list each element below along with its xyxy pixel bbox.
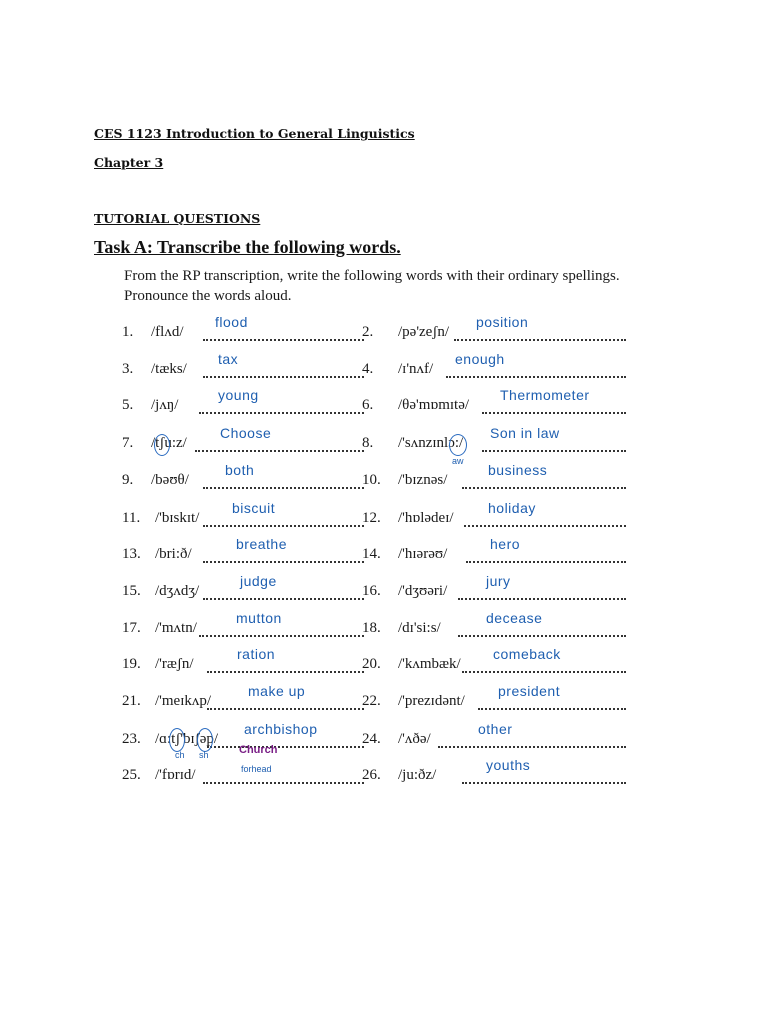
answer-line	[195, 448, 364, 452]
answer-line	[482, 448, 626, 452]
item-number: 9.	[122, 472, 134, 488]
item-transcription: /ɑ:tʃ'bɪʃəp/	[155, 731, 219, 747]
answer-line	[203, 337, 364, 341]
handwritten-answer: make up	[248, 683, 306, 699]
handwritten-answer: enough	[455, 351, 505, 367]
handwritten-answer: youths	[486, 757, 531, 773]
answer-line	[203, 780, 364, 784]
item-transcription: /'bɪznəs/	[398, 472, 448, 488]
answer-line	[207, 744, 364, 748]
item-transcription: /'hɒlədeɪ/	[398, 510, 454, 526]
item-transcription: /tʃu:z/	[151, 435, 187, 451]
answer-line	[446, 374, 626, 378]
item-transcription: /bəʊθ/	[151, 472, 189, 488]
handwritten-answer: Thermometer	[500, 387, 590, 403]
item-number: 7.	[122, 435, 134, 451]
section-heading: TUTORIAL QUESTIONS	[94, 211, 261, 226]
item-transcription: /'dʒʊəri/	[398, 583, 448, 599]
item-number: 4.	[362, 361, 374, 377]
answer-line	[458, 596, 626, 600]
handwritten-answer: archbishop	[244, 721, 318, 737]
answer-line	[203, 559, 364, 563]
item-number: 20.	[362, 656, 381, 672]
note-item8-aw: aw	[452, 456, 464, 466]
answer-line	[466, 559, 626, 563]
note-item23-church: Church	[239, 744, 278, 756]
answer-line	[454, 337, 626, 341]
answer-line	[203, 596, 364, 600]
answer-line	[203, 523, 364, 527]
item-transcription: /ju:ðz/	[398, 767, 437, 783]
item-number: 24.	[362, 731, 381, 747]
item-transcription: /flʌd/	[151, 324, 184, 340]
item-number: 19.	[122, 656, 141, 672]
item-number: 16.	[362, 583, 381, 599]
handwritten-answer: young	[218, 387, 259, 403]
item-number: 1.	[122, 324, 134, 340]
item-transcription: /'prezɪdənt/	[398, 693, 465, 709]
item-transcription: /dʒʌdʒ/	[155, 583, 200, 599]
note-item25-forhead: forhead	[241, 764, 272, 774]
item-transcription: /'ræʃn/	[155, 656, 194, 672]
answer-line	[462, 669, 626, 673]
item-number: 5.	[122, 397, 134, 413]
answer-line	[207, 706, 364, 710]
item-transcription: /'mʌtn/	[155, 620, 197, 636]
circle-mark-23b	[197, 728, 213, 752]
handwritten-answer: tax	[218, 351, 239, 367]
handwritten-answer: Choose	[220, 425, 272, 441]
answer-line	[438, 744, 626, 748]
course-title: CES 1123 Introduction to General Linguistics	[94, 126, 415, 141]
handwritten-answer: Son in law	[490, 425, 560, 441]
handwritten-answer: both	[225, 462, 255, 478]
item-number: 22.	[362, 693, 381, 709]
answer-line	[199, 410, 364, 414]
item-transcription: /'meɪkʌp/	[155, 693, 212, 709]
circle-mark-23a	[169, 728, 185, 752]
item-transcription: /'kʌmbæk/	[398, 656, 461, 672]
item-transcription: /θə'mɒmɪtə/	[398, 397, 470, 413]
answer-line	[207, 669, 364, 673]
item-number: 25.	[122, 767, 141, 783]
handwritten-answer: hero	[490, 536, 521, 552]
item-transcription: /bri:ð/	[155, 546, 192, 562]
note-item23-sh: sh	[199, 750, 209, 760]
item-number: 13.	[122, 546, 141, 562]
task-title: Task A: Transcribe the following words.	[94, 237, 401, 257]
item-transcription: /'ʌðə/	[398, 731, 431, 747]
item-transcription: /'fɒrɪd/	[155, 767, 196, 783]
item-number: 3.	[122, 361, 134, 377]
item-transcription: /'sʌnzɪnlɔ:/	[398, 435, 464, 451]
item-number: 23.	[122, 731, 141, 747]
item-number: 18.	[362, 620, 381, 636]
item-number: 26.	[362, 767, 381, 783]
task-instruction: From the RP transcription, write the following words with their ordinary spellings. Pronounce the words aloud.	[124, 268, 620, 304]
item-number: 12.	[362, 510, 381, 526]
item-number: 15.	[122, 583, 141, 599]
chapter-heading: Chapter 3	[94, 155, 164, 170]
answer-line	[458, 633, 626, 637]
handwritten-answer: jury	[486, 573, 511, 589]
handwritten-answer: comeback	[493, 646, 561, 662]
item-transcription: /'bɪskɪt/	[155, 510, 200, 526]
handwritten-answer: other	[478, 721, 513, 737]
handwritten-answer: breathe	[236, 536, 287, 552]
item-transcription: /jʌŋ/	[151, 397, 179, 413]
item-number: 21.	[122, 693, 141, 709]
answer-line	[478, 706, 626, 710]
item-number: 8.	[362, 435, 374, 451]
answer-line	[203, 485, 364, 489]
handwritten-answer: judge	[240, 573, 277, 589]
answer-line	[464, 523, 626, 527]
item-transcription: /ɪ'nʌf/	[398, 361, 434, 377]
handwritten-answer: position	[476, 314, 529, 330]
circle-mark-7	[154, 434, 170, 456]
handwritten-answer: decease	[486, 610, 543, 626]
item-number: 11.	[122, 510, 141, 526]
answer-line	[462, 780, 626, 784]
handwritten-answer: flood	[215, 314, 248, 330]
handwritten-answer: biscuit	[232, 500, 276, 516]
handwritten-answer: ration	[237, 646, 276, 662]
item-transcription: /'hɪərəʊ/	[398, 546, 448, 562]
item-number: 14.	[362, 546, 381, 562]
item-transcription: /dɪ'si:s/	[398, 620, 441, 636]
handwritten-answer: holiday	[488, 500, 536, 516]
item-number: 10.	[362, 472, 381, 488]
handwritten-answer: president	[498, 683, 561, 699]
handwritten-answer: business	[488, 462, 548, 478]
item-number: 2.	[362, 324, 374, 340]
item-transcription: /pə'zeʃn/	[398, 324, 450, 340]
item-transcription: /tæks/	[151, 361, 187, 377]
handwritten-answer: mutton	[236, 610, 282, 626]
item-number: 17.	[122, 620, 141, 636]
circle-mark-8	[449, 434, 467, 456]
answer-line	[482, 410, 626, 414]
answer-line	[203, 374, 364, 378]
note-item23-ch: ch	[175, 750, 185, 760]
answer-line	[199, 633, 364, 637]
item-number: 6.	[362, 397, 374, 413]
answer-line	[462, 485, 626, 489]
